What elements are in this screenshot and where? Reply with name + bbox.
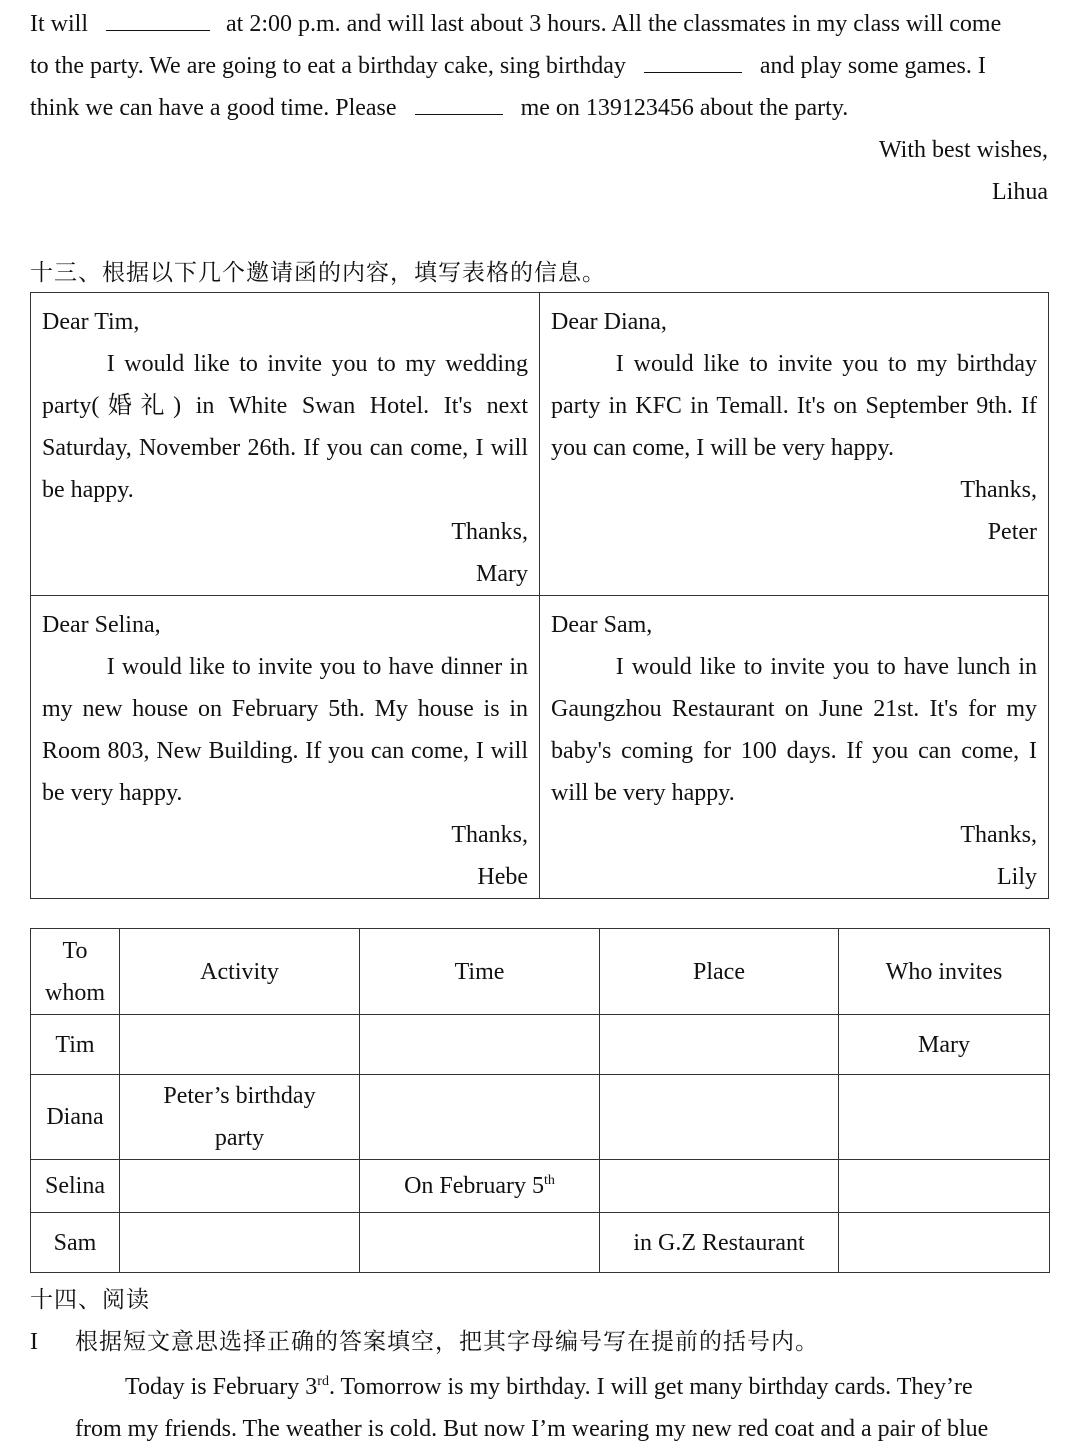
letter-body: I would like to invite you to my birthday party in KFC in Temall. It's on September 9th. If you can come, I will be very happy. bbox=[551, 351, 1037, 461]
part-label: I bbox=[30, 1329, 38, 1355]
answer-blank[interactable] bbox=[644, 50, 742, 73]
letter-thanks: Thanks, bbox=[451, 519, 528, 545]
cell-place[interactable] bbox=[600, 1015, 839, 1075]
passage-text: to the party. We are going to eat a birthday cake, sing birthday bbox=[30, 53, 626, 79]
letter-greeting: Dear Sam, bbox=[551, 612, 653, 638]
cell-to-whom: Diana bbox=[31, 1075, 120, 1160]
answer-blank[interactable] bbox=[415, 92, 503, 115]
cell-who-invites[interactable] bbox=[839, 1160, 1050, 1213]
passage-line-1 bbox=[30, 3, 1048, 45]
table-header: Activity bbox=[120, 929, 360, 1015]
reading-instruction: 根据短文意思选择正确的答案填空，把其字母编号写在提前的括号内。 bbox=[75, 1329, 819, 1355]
reading-instruction-line bbox=[30, 1321, 1048, 1363]
reading-passage-line-2: from my friends. The weather is cold. But now I’m wearing my new red coat and a pair of blue bbox=[75, 1416, 989, 1442]
letter-body: I would like to invite you to have lunch in Gaungzhou Restaurant on June 21st. It's for my baby's coming for 100 days. If you can come, I will be very happy. bbox=[551, 654, 1037, 806]
table-header: To whom bbox=[31, 929, 120, 1015]
invitation-info-table bbox=[30, 928, 1050, 1273]
passage-text: It will bbox=[30, 11, 88, 37]
letter-sender: Hebe bbox=[477, 864, 528, 890]
table-row bbox=[31, 1015, 1050, 1075]
table-row bbox=[31, 1160, 1050, 1213]
reading-passage-line-1: Today is February 3rd. Tomorrow is my birthday. I will get many birthday cards. They’re bbox=[125, 1374, 973, 1400]
cell-to-whom: Selina bbox=[31, 1160, 120, 1213]
passage-text: and play some games. I bbox=[759, 53, 986, 79]
cell-place[interactable] bbox=[600, 1160, 839, 1213]
cell-activity[interactable] bbox=[120, 1160, 360, 1213]
closing: With best wishes, bbox=[878, 137, 1048, 163]
section-13-heading: 十三、根据以下几个邀请函的内容，填写表格的信息。 bbox=[30, 260, 606, 286]
cell-to-whom: Tim bbox=[31, 1015, 120, 1075]
letter-body: I would like to invite you to my wedding party(婚礼) in White Swan Hotel. It's next Saturday, November 26th. If you can come, I will be happy. bbox=[42, 351, 528, 503]
passage-text: at 2:00 p.m. and will last about 3 hours. All the classmates in my class will come bbox=[226, 11, 1002, 37]
cell-activity: Peter’s birthday party bbox=[120, 1075, 360, 1160]
answer-blank[interactable] bbox=[106, 8, 210, 31]
passage-text: me on 139123456 about the party. bbox=[520, 95, 849, 121]
letter-greeting: Dear Tim, bbox=[42, 309, 140, 335]
passage-line-2 bbox=[30, 45, 1048, 87]
cell-who-invites[interactable] bbox=[839, 1075, 1050, 1160]
table-header-row bbox=[31, 929, 1050, 1015]
invitation-letters bbox=[30, 292, 1049, 899]
letter-body: I would like to invite you to have dinner in my new house on February 5th. My house is in Room 803, New Building. If you can come, I will be very happy. bbox=[42, 654, 528, 806]
cell-place[interactable] bbox=[600, 1075, 839, 1160]
letter-sender: Lily bbox=[997, 864, 1037, 890]
letter-greeting: Dear Diana, bbox=[551, 309, 667, 335]
cell-place: in G.Z Restaurant bbox=[600, 1213, 839, 1273]
cell-activity[interactable] bbox=[120, 1213, 360, 1273]
cell-time: On February 5th bbox=[360, 1160, 600, 1213]
letter bbox=[31, 293, 540, 596]
passage-text: think we can have a good time. Please bbox=[30, 95, 397, 121]
cell-activity[interactable] bbox=[120, 1015, 360, 1075]
letter-sender: Mary bbox=[476, 561, 528, 587]
cell-time[interactable] bbox=[360, 1015, 600, 1075]
letter-thanks: Thanks, bbox=[960, 822, 1037, 848]
section-14-heading: 十四、阅读 bbox=[30, 1287, 150, 1313]
passage-line-3 bbox=[30, 87, 1048, 129]
letter bbox=[31, 596, 540, 899]
cell-who-invites: Mary bbox=[839, 1015, 1050, 1075]
letter-sender: Peter bbox=[987, 519, 1037, 545]
letter-greeting: Dear Selina, bbox=[42, 612, 161, 638]
cell-to-whom: Sam bbox=[31, 1213, 120, 1273]
table-header: Place bbox=[600, 929, 839, 1015]
table-row bbox=[31, 1213, 1050, 1273]
table-header: Time bbox=[360, 929, 600, 1015]
signature: Lihua bbox=[992, 179, 1048, 205]
letter-thanks: Thanks, bbox=[451, 822, 528, 848]
letter bbox=[540, 596, 1049, 899]
cell-who-invites[interactable] bbox=[839, 1213, 1050, 1273]
table-header: Who invites bbox=[839, 929, 1050, 1015]
letter bbox=[540, 293, 1049, 596]
letter-thanks: Thanks, bbox=[960, 477, 1037, 503]
table-row bbox=[31, 1075, 1050, 1160]
cell-time[interactable] bbox=[360, 1213, 600, 1273]
cell-time[interactable] bbox=[360, 1075, 600, 1160]
